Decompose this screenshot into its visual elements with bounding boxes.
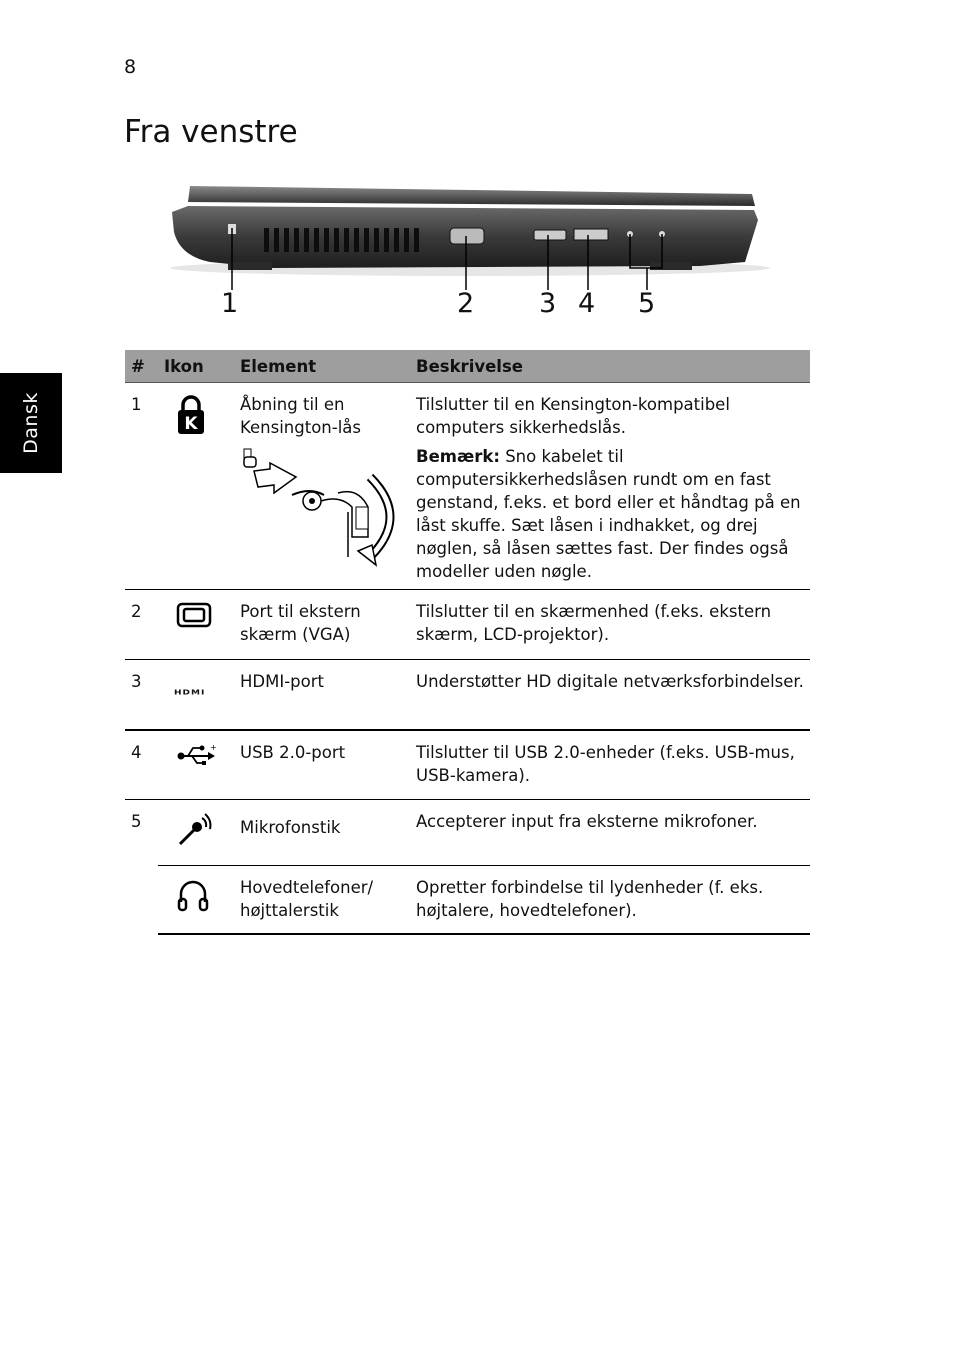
note-label: Bemærk: <box>416 447 500 466</box>
row-number: 4 <box>125 730 158 800</box>
ports-table <box>125 350 810 935</box>
svg-text:+: + <box>210 742 217 752</box>
table-header-row <box>125 350 810 383</box>
row-element: USB 2.0-port <box>234 730 410 800</box>
page-title: Fra venstre <box>124 114 298 150</box>
callout-4: 4 <box>578 288 596 319</box>
row-number: 5 <box>125 800 158 934</box>
page-number: 8 <box>124 56 137 78</box>
row-description: Opretter forbindelse til lydenheder (f. eks. højtalere, hovedtelefoner). <box>410 866 810 934</box>
row-description: Accepterer input fra eksterne mikrofoner. <box>410 800 810 866</box>
header-description: Beskrivelse <box>410 350 810 383</box>
callout-1: 1 <box>221 288 239 319</box>
table-row <box>125 730 810 800</box>
table-row <box>125 383 810 590</box>
row-number: 1 <box>125 383 158 590</box>
table-row <box>125 590 810 660</box>
row-description: Tilslutter til en Kensington-kompatibel computers sikkerhedslås. <box>416 395 730 437</box>
usb-icon <box>176 743 216 767</box>
row-element: Port til ekstern skærm (VGA) <box>234 590 410 660</box>
row-number: 3 <box>125 660 158 730</box>
headphones-icon <box>176 878 210 912</box>
callout-2: 2 <box>457 288 475 319</box>
language-tab <box>0 373 62 473</box>
table-row <box>125 866 810 934</box>
row-description: Understøtter HD digitale netværksforbindelser. <box>410 660 810 730</box>
note-text: Sno kabelet til computersikkerhedslåsen rundt om en fast genstand, f.eks. et bord eller et håndtag på en låst skuffe. Sæt låsen i indhakket, og drej nøglen, så låsen sættes fast. Der findes også modeller uden nøgle. <box>416 447 801 581</box>
vga-port-icon <box>176 602 212 628</box>
row-element: HDMI-port <box>234 660 410 730</box>
microphone-icon <box>176 812 212 848</box>
svg-text:K: K <box>184 414 198 434</box>
header-number: # <box>125 350 158 383</box>
header-element: Element <box>234 350 410 383</box>
callout-5: 5 <box>638 288 656 319</box>
row-element: Åbning til en Kensington-lås <box>240 395 361 437</box>
row-description: Tilslutter til en skærmenhed (f.eks. ekstern skærm, LCD-projektor). <box>410 590 810 660</box>
row-description: Tilslutter til USB 2.0-enheder (f.eks. USB-mus, USB-kamera). <box>410 730 810 800</box>
callout-3: 3 <box>539 288 557 319</box>
row-note <box>416 445 804 583</box>
table-row <box>125 800 810 866</box>
kensington-lock-icon <box>176 395 206 435</box>
row-number: 2 <box>125 590 158 660</box>
row-element: Hovedtelefoner/ højttalerstik <box>234 866 410 934</box>
header-icon: Ikon <box>158 350 234 383</box>
kensington-lock-diagram <box>240 447 400 572</box>
laptop-left-side-illustration <box>160 178 790 328</box>
table-row <box>125 660 810 730</box>
language-tab-label: Dansk <box>20 392 42 454</box>
hdmi-icon: HDMI <box>174 689 206 698</box>
row-element: Mikrofonstik <box>234 800 410 866</box>
